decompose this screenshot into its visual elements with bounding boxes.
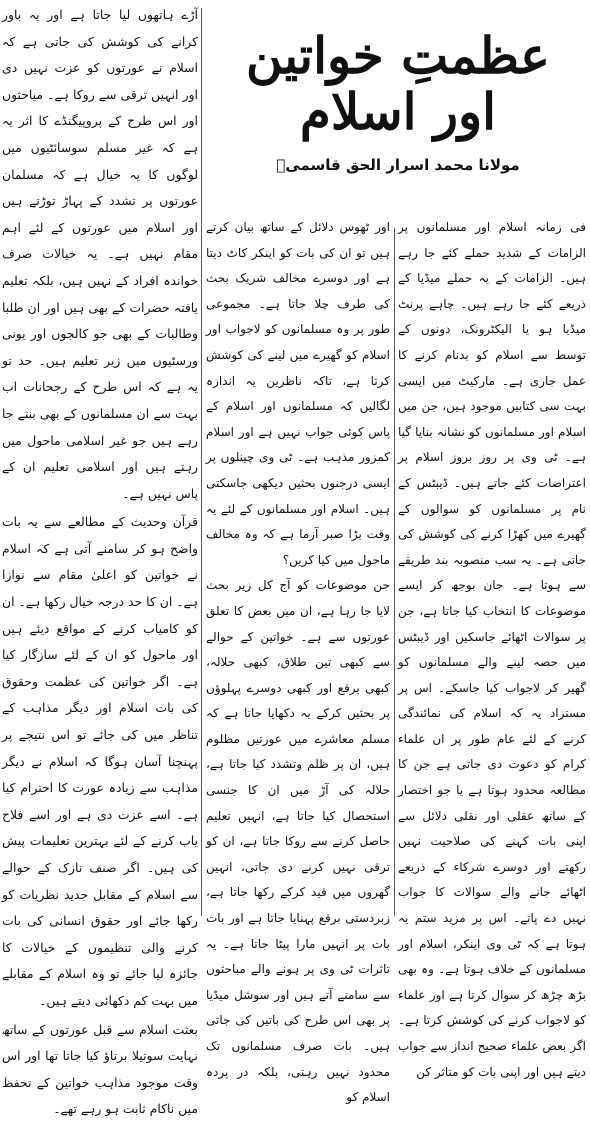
article-column-right bbox=[398, 215, 586, 1079]
middle-paragraph-2: جن موضوعات کو آج کل زیر بحث لایا جا رہا ہے، ان میں بعض کا تعلق عورتوں سے ہے۔ خواتین کے حوالے سے کبھی تین طلاق، کبھی حلالہ، کبھی برقع اور کبھی دوسرے پہلوؤں پر بحثیں کرکے یہ دکھایا جاتا ہے کہ مسلم معاشرے میں عورتیں مظلوم ہیں، ان پر ظلم وتشدد کیا جاتا ہے، حلالہ کی آڑ میں ان کا جنسی استحصال کیا جاتا ہے، انہیں تعلیم حاصل کرنے سے روکا جاتا ہے، ان کو ترقی نہیں کرنے دی جاتی، انہیں گھروں میں قید کرکے رکھا جاتا ہے، زبردستی برقع پہنایا جاتا ہے اور بات بات پر انہیں مارا پیٹا جاتا ہے۔ یہ تاثرات ٹی وی پر ہونے والے مباحثوں سے سامنے آتے ہیں اور سوشل میڈیا پر بھی اس طرح کی باتیں کی جاتی ہیں۔ بات صرف مسلمانوں تک محدود نہیں رہتی، بلکہ در پردہ اسلام کو bbox=[206, 578, 390, 1105]
title-line-2: اور اسلام bbox=[299, 82, 497, 141]
column-divider-right bbox=[394, 228, 395, 916]
middle-paragraph-1: اور ٹھوس دلائل کے ساتھ بیان کرتے ہیں تو ان کی بات کو اینکر کاٹ دیتا ہے اور دوسرے مخالف شریک بحث کی طرف چلا جاتا ہے۔ مجموعی طور پر وہ مسلمانوں کو لاجواب اور اسلام کو گھیرے میں لینے کی کوشش کرتا ہے، تاکہ ناظرین یہ اندازہ لگالیں کہ مسلمانوں اور اسلام کے پاس کوئی جواب نہیں ہے اور اسلام کمزور مذہب ہے۔ ٹی وی چینلوں پر ایسی درجنوں بحثیں دیکھی جاسکتی ہیں۔ اسلام اور مسلمانوں کے لئے یہ وقت بڑا صبر آزما ہے کہ وہ مخالف ماحول میں کیا کریں؟ bbox=[206, 220, 390, 567]
right-paragraph-1: فی زمانہ اسلام اور مسلمانوں پر الزامات کے شدید حملے کئے جا رہے ہیں۔ الزامات کے یہ حملے میڈیا کے ذریعے کئے جا رہے ہیں۔ چاہے پرنٹ میڈیا ہو یا الیکٹرونک، دونوں کے توسط سے اسلام کو بدنام کرنے کا عمل جاری ہے۔ مارکیٹ میں ایسی بہت سی کتابیں موجود ہیں، جن میں اسلام اور مسلمانوں کو نشانہ بنایا گیا ہے۔ ٹی وی پر روز بروز اسلام پر اعتراضات کئے جاتے ہیں۔ ڈیبٹس کے نام پر مسلمانوں کو سوالوں کے گھیرے میں کھڑا کرنے کی کوشش کی جاتی ہے۔ یہ سب منصوبہ بند طریقے سے ہوتا ہے۔ جان بوجھ کر ایسے موضوعات کا انتخاب کیا جاتا ہے، جن پر سوالات اٹھائے جاسکیں اور ڈیبٹس میں حصہ لینے والے مسلمانوں کو گھیر کر لاجواب کیا جاسکے۔ اس پر مستزاد یہ کہ اسلام کی نمائندگی کرنے کے لئے عام طور پر ان علماء کرام کو دعوت دی جاتی ہے جن کا مطالعہ محدود ہوتا ہے یا جو اختصار کے ساتھ عقلی اور نقلی دلائل سے اپنی بات کہنے کی صلاحیت نہیں رکھتے اور دوسرے شرکاء کے ذریعے اٹھائے جانے والے سوالات کا جواب نہیں دے پاتے۔ اس پر مزید ستم یہ ہوتا ہے کہ ٹی وی اینکر، اسلام اور مسلمانوں کے خلاف ہوتا ہے۔ وہ بھی بڑھ چڑھ کر سوال کرتا ہے اور علماء کو لاجواب کرنے کی کوشش کرتا ہے۔ اگر بعض علماء صحیح انداز سے جواب دیتے ہیں اور اپنی بات کو متاثر کن bbox=[398, 220, 586, 1079]
article-column-left bbox=[2, 2, 198, 1117]
left-paragraph-1: آڑے ہاتھوں لیا جاتا ہے اور یہ باور کرانے کی کوشش کی جاتی ہے کہ اسلام نے عورتوں کو عزت نہیں دی اور انہیں ترقی سے روکا ہے۔ میاحثوں اور اس طرح کے پروپیگنڈے کا اثر یہ ہے کہ غیر مسلم سوسائٹیوں میں لوگوں کا یہ خیال ہے کہ مسلمان عورتوں پر تشدد کے پہاڑ توڑتے ہیں اور اسلام میں عورتوں کے لئے اہم مقام نہیں ہے۔ یہ خیالات صرف خواندہ افراد کے نہیں ہیں، بلکہ تعلیم یافتہ حضرات کے بھی ہیں اور ان طلبا وطالبات کے بھی جو کالجوں اور یونی ورسٹیوں میں زیر تعلیم ہیں۔ حد تو یہ ہے کہ اس طرح کے رجحانات اب بہت سے ان مسلمانوں کے بھی بنتے جا رہے ہیں جو غیر اسلامی ماحول میں رہتے ہیں اور اسلامی تعلیم ان کے پاس نہیں ہے۔ bbox=[2, 7, 198, 501]
left-paragraph-2: قرآن وحدیث کے مطالعے سے یہ بات واضح ہو کر سامنے آتی ہے کہ اسلام نے خواتین کو اعلیٰ مقام سے نوازا ہے۔ ان کا حد درجہ خیال رکھا ہے۔ ان کو کامیاب کرنے کے مواقع دیئے ہیں اور ماحول کو ان کے لئے سازگار کیا ہے۔ اگر خواتین کی عظمت وحقوق کی بات اسلام اور دیگر مذاہب کے تناظر میں کی جائے تو اس نتیجے پر پہنچنا آسان ہوگا کہ اسلام نے دیگر مذاہب سے زیادہ عورت کا احترام کیا ہے۔ اسے عزت دی ہے اور اسے فلاح یاب کرنے کے لئے بہترین تعلیمات پیش کی ہیں۔ اگر صنف نازک کے حوالے سے اسلام کے مقابل جدید نظریات کو رکھا جائے اور حقوق انسانی کی بات کرنے والی تنظیموں کے خیالات کا جائزہ لیا جائے تو وہ اسلام کے مقابلے میں بہت کم دکھائی دیتے ہیں۔ bbox=[2, 514, 198, 1008]
article-column-middle bbox=[206, 215, 390, 1105]
column-divider-left bbox=[201, 8, 202, 916]
author-byline: مولانا محمد اسرار الحق قاسمیؒ bbox=[276, 156, 520, 174]
left-paragraph-3: بعثت اسلام سے قبل عورتوں کے ساتھ نہایت سوتیلا برتاؤ کیا جاتا تھا اور اس وقت موجود مذاہب خواتین کے تحفظ میں ناکام ثابت ہو رہے تھے۔ bbox=[2, 1021, 198, 1117]
article-title bbox=[210, 26, 586, 141]
title-line-1: عظمتِ خواتین bbox=[246, 26, 550, 85]
